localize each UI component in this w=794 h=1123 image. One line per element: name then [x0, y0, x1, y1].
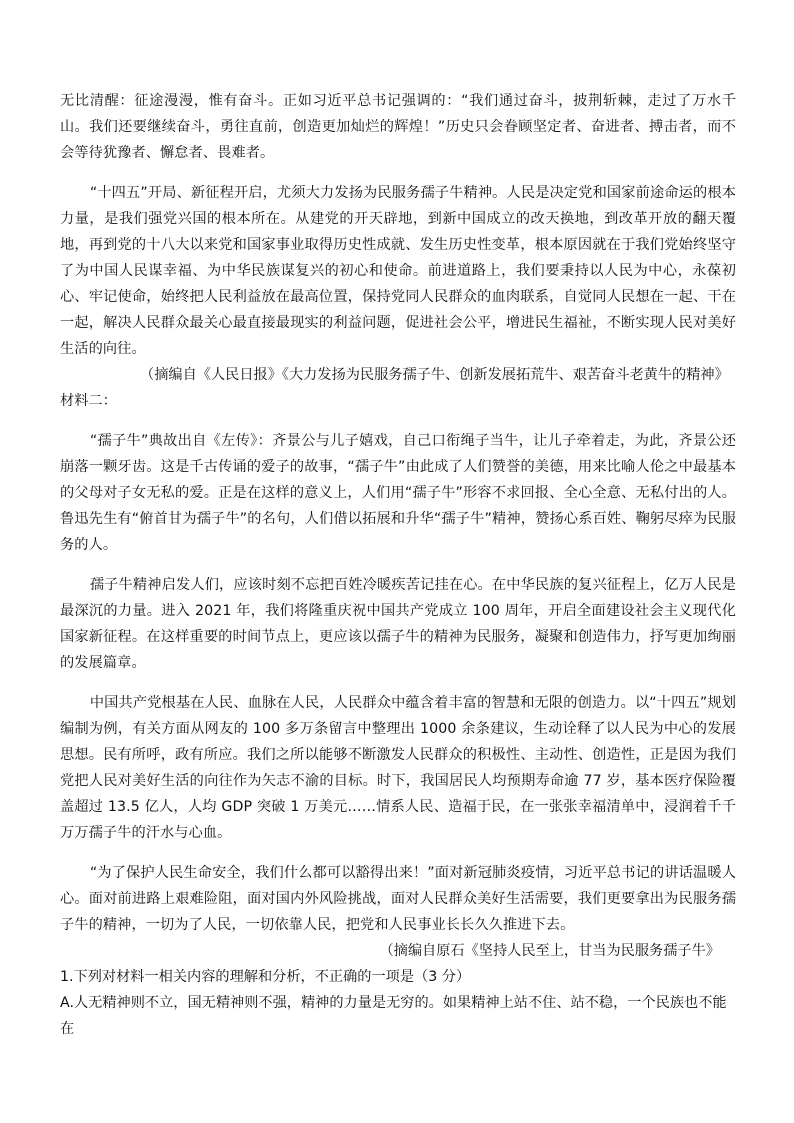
question-1-option-a: A.人无精神则不立，国无精神则不强，精神的力量是无穷的。如果精神上站不住、站不稳，一个民族也不能在 — [60, 995, 727, 1037]
material-two-paragraph-2: 孺子牛精神启发人们，应该时刻不忘把百姓冷暖疾苦记挂在心。在中华民族的复兴征程上，亿万人民是最深沉的力量。进入 2021 年，我们将隆重庆祝中国共产党成立 100 周年，开启全面建设社会主义现代化国家新征程。在这样重要的时间节点上，更应该以孺子牛的精神为民服务，凝聚和创造伟力，抒写更加绚丽的发展篇章。 — [60, 577, 736, 671]
material-one-source: （摘编自《人民日报》《大力发扬为民服务孺子牛、创新发展拓荒牛、艰苦奋斗老黄牛的精神》 — [140, 367, 729, 383]
material-two-paragraph-1: “孺子牛”典故出自《左传》：齐景公与儿子嬉戏，自己口衔绳子当牛，让儿子牵着走，为此，齐景公还崩落一颗牙齿。这是千古传诵的爱子的故事，“孺子牛”由此成了人们赞誉的美德，用来比喻人伦之中最基本的父母对子女无私的爱。正是在这样的意义上，人们用“孺子牛”形容不求回报、全心全意、无私付出的人。鲁迅先生有“俯首甘为孺子牛”的名句，人们借以拓展和升华“孺子牛”精神，赞扬心系百姓、鞠躬尽瘁为民服务的人。 — [60, 433, 736, 553]
material-two-paragraph-3: 中国共产党根基在人民、血脉在人民，人民群众中蕴含着丰富的智慧和无限的创造力。以“十四五”规划编制为例，有关方面从网友的 100 多万条留言中整理出 1000 余条建议，生动诠释了以人民为中心的发展思想。民有所呼，政有所应。我们之所以能够不断激发人民群众的积极性、主动性、创造性，正是因为我们党把人民对美好生活的向往作为矢志不渝的目标。时下，我国居民人均预期寿命逾 77 岁，基本医疗保险覆盖超过 13.5 亿人，人均 GDP 突破 1 万美元……情系人民、造福于民，在一张张幸福清单中，浸润着千千万万孺子牛的汗水与心血。 — [60, 695, 736, 841]
material-two-heading: 材料二： — [60, 393, 117, 409]
material-one-closing-paragraph: 无比清醒：征途漫漫，惟有奋斗。正如习近平总书记强调的：“我们通过奋斗，披荆斩棘，走过了万水千山。我们还要继续奋斗，勇往直前，创造更加灿烂的辉煌！”历史只会眷顾坚定者、奋进者、搏击者，而不会等待犹豫者、懈怠者、畏难者。 — [60, 93, 736, 161]
question-1: 1.下列对材料一相关内容的理解和分析，不正确的一项是（3 分） — [60, 969, 471, 985]
material-two-source: （摘编自原石《坚持人民至上，甘当为民服务孺子牛》 — [379, 943, 720, 959]
document-page — [60, 88, 736, 1042]
material-two-paragraph-4: “为了保护人民生命安全，我们什么都可以豁得出来！”面对新冠肺炎疫情，习近平总书记的讲话温暖人心。面对前进路上艰难险阻，面对国内外风险挑战，面对人民群众美好生活需要，我们更要拿出为民服务孺子牛的精神，一切为了人民，一切依靠人民，把党和人民事业长长久久推进下去。 — [60, 865, 736, 933]
material-one-paragraph-2: “十四五”开局、新征程开启，尤须大力发扬为民服务孺子牛精神。人民是决定党和国家前途命运的根本力量，是我们强党兴国的根本所在。从建党的开天辟地，到新中国成立的改天换地，到改革开放的翻天覆地，再到党的十八大以来党和国家事业取得历史性成就、发生历史性变革，根本原因就在于我们党始终坚守了为中国人民谋幸福、为中华民族谋复兴的初心和使命。前进道路上，我们要秉持以人民为中心，永葆初心、牢记使命，始终把人民利益放在最高位置，保持党同人民群众的血肉联系，自觉同人民想在一起、干在一起，解决人民群众最关心最直接最现实的利益问题，促进社会公平，增进民生福祉，不断实现人民对美好生活的向往。 — [60, 185, 736, 357]
